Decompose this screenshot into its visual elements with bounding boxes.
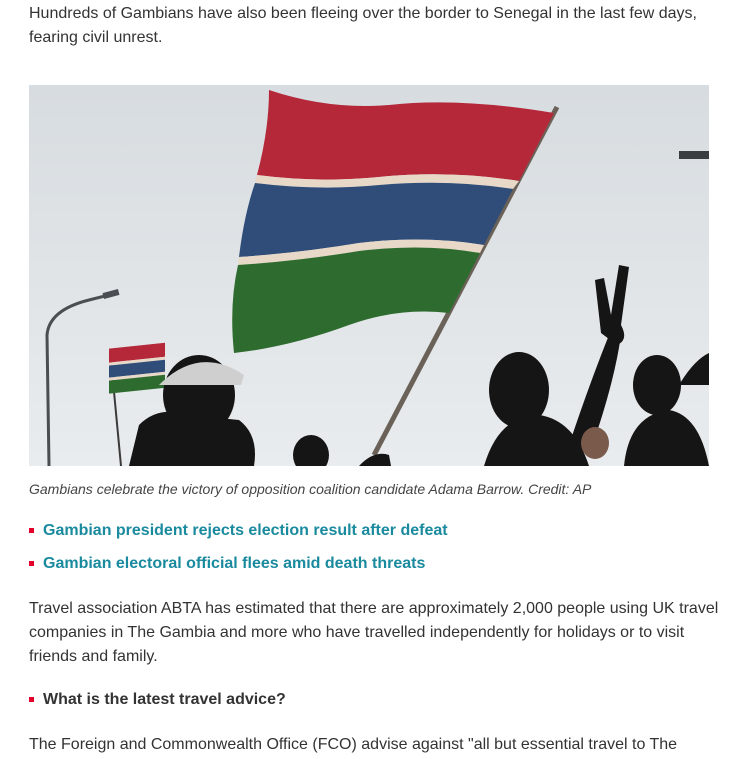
- list-item: [29, 553, 448, 586]
- closing-paragraph: The Foreign and Commonwealth Office (FCO) advise against "all but essential travel to The: [29, 736, 678, 753]
- subheading-block: [29, 688, 286, 712]
- related-link[interactable]: Gambian president rejects election result after defeat: [43, 522, 448, 539]
- related-links-list: [29, 520, 448, 586]
- related-link[interactable]: Gambian electoral official flees amid death threats: [43, 555, 426, 572]
- gambia-flag-crowd-photo: [29, 85, 709, 466]
- photo-caption: Gambians celebrate the victory of opposition coalition candidate Adama Barrow. Credit: AP: [29, 481, 592, 497]
- body-paragraph: Travel association ABTA has estimated that there are approximately 2,000 people using UK travel companies in The Gambia and more who have travelled independently for holidays or to visit friends and family.: [29, 600, 719, 665]
- intro-paragraph: Hundreds of Gambians have also been fleeing over the border to Senegal in the last few days, fearing civil unrest.: [29, 5, 697, 46]
- subheading: What is the latest travel advice?: [43, 691, 286, 708]
- list-item: [29, 520, 448, 553]
- bullet-square-icon: [29, 697, 34, 702]
- article-photo: [29, 85, 709, 466]
- bullet-square-icon: [29, 561, 34, 566]
- bullet-square-icon: [29, 528, 34, 533]
